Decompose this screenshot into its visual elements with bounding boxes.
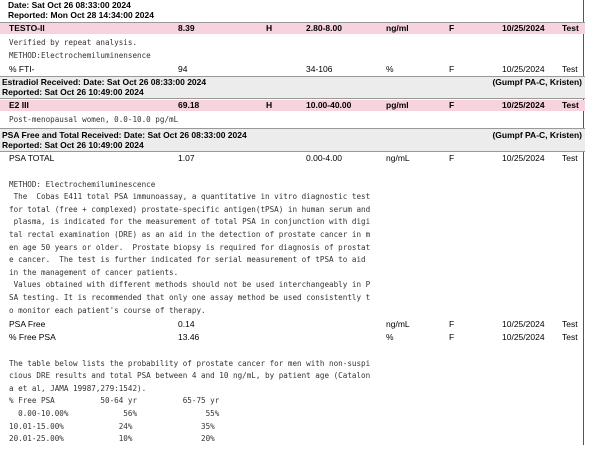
- test-value: 94: [178, 64, 188, 74]
- result-row-testo[interactable]: [0, 23, 585, 34]
- reference-range: 2.80-8.00: [306, 23, 342, 33]
- reported-date: Reported: Mon Oct 28 14:34:00 2024: [8, 10, 154, 20]
- result-status: F: [449, 100, 455, 110]
- result-type: Test: [562, 332, 578, 342]
- test-value: 1.07: [178, 153, 195, 163]
- test-name: % FTI-: [9, 64, 35, 74]
- result-note-block: [9, 166, 370, 330]
- note-line: a et al, JAMA 19987,279:1542).: [9, 383, 147, 393]
- collection-date: Date: Sat Oct 26 08:33:00 2024: [8, 0, 131, 10]
- result-note: Verified by repeat analysis.: [9, 38, 138, 47]
- result-row-fti[interactable]: [0, 64, 585, 75]
- result-row-free-psa-percent[interactable]: [0, 332, 585, 343]
- note-line: 20.01-25.00% 10% 20%: [9, 434, 215, 444]
- test-value: 0.14: [178, 319, 195, 329]
- result-status: F: [449, 153, 455, 163]
- note-line: in the management of cancer patients.: [9, 267, 179, 277]
- test-name: PSA TOTAL: [9, 153, 55, 163]
- note-line: plasma, is indicated for the measurement of total PSA in conjunction with digi: [9, 217, 371, 227]
- result-row-e2[interactable]: [0, 100, 585, 111]
- note-line: cious DRE results and total PSA between 4 and 10 ng/mL, by patient age (Catalon: [9, 371, 371, 381]
- note-line: The table below lists the probability of prostate cancer for men with non-suspi: [9, 358, 371, 368]
- test-unit: ng/mL: [386, 319, 410, 329]
- result-status: F: [449, 23, 455, 33]
- result-type: Test: [562, 153, 578, 163]
- result-type: Test: [562, 319, 578, 329]
- reference-range: 10.00-40.00: [306, 100, 352, 110]
- result-status: F: [449, 319, 455, 329]
- result-type: Test: [562, 100, 579, 110]
- result-type: Test: [562, 64, 578, 74]
- abnormal-flag: H: [266, 100, 273, 110]
- note-line: The Cobas E411 total PSA immunoassay, a quantitative in vitro diagnostic test: [9, 192, 371, 202]
- section-reported: Reported: Sat Oct 26 10:49:00 2024: [2, 140, 144, 150]
- note-line: 0.00-10.00% 56% 55%: [9, 408, 220, 418]
- test-value: 69.18: [178, 100, 200, 110]
- test-value: 8.39: [178, 23, 195, 33]
- section-reported: Reported: Sat Oct 26 10:49:00 2024: [2, 87, 144, 97]
- abnormal-flag: H: [266, 23, 273, 33]
- result-row-psa-total[interactable]: [0, 153, 585, 164]
- note-line: for total (free + complexed) prostate-specific antigen(tPSA) in human serum and: [9, 204, 371, 214]
- result-date: 10/25/2024: [502, 332, 545, 342]
- test-unit: pg/ml: [386, 100, 409, 110]
- result-status: F: [449, 64, 455, 74]
- reference-range: 34-106: [306, 64, 333, 74]
- result-date: 10/25/2024: [502, 319, 545, 329]
- provider-name: (Gumpf PA-C, Kristen): [492, 130, 582, 140]
- result-row-psa-free[interactable]: [0, 319, 585, 330]
- note-line: o monitor each patient's course of therapy.: [9, 305, 206, 315]
- note-line: tal rectal examination (DRE) as an aid in the detection of prostate cancer in m: [9, 229, 371, 239]
- section-received: PSA Free and Total Received: Date: Sat Oct 26 08:33:00 2024: [2, 130, 247, 140]
- result-date: 10/25/2024: [502, 64, 545, 74]
- test-unit: %: [386, 64, 394, 74]
- test-unit: %: [386, 332, 394, 342]
- note-line: Values obtained with different methods should not be used interchangeably in P: [9, 280, 371, 290]
- test-unit: ng/ml: [386, 23, 409, 33]
- note-line: en age 50 years or older. Prostate biopsy is required for diagnosis of prostat: [9, 242, 371, 252]
- result-note-block: [9, 345, 370, 458]
- divider: [0, 151, 585, 152]
- provider-name: (Gumpf PA-C, Kristen): [492, 77, 582, 87]
- result-date: 10/25/2024: [502, 23, 545, 33]
- section-received: Estradiol Received: Date: Sat Oct 26 08:33:00 2024: [2, 77, 207, 87]
- test-name: % Free PSA: [9, 332, 56, 342]
- result-date: 10/25/2024: [502, 153, 545, 163]
- test-name: PSA Free: [9, 319, 46, 329]
- test-unit: ng/mL: [386, 153, 410, 163]
- note-line: e cancer. The test is further indicated for serial measurement of tPSA to aid: [9, 255, 366, 265]
- reference-range: 0.00-4.00: [306, 153, 342, 163]
- test-value: 13.46: [178, 332, 200, 342]
- divider: [0, 128, 585, 129]
- note-line: 10.01-15.00% 24% 35%: [9, 421, 215, 431]
- test-name: TESTO-II: [9, 23, 45, 33]
- result-note: METHOD:Electrochemiluminensence: [9, 51, 151, 60]
- note-line: SA testing. It is recommended that only one assay method be used consistently t: [9, 292, 371, 302]
- test-name: E2 III: [9, 100, 29, 110]
- result-date: 10/25/2024: [502, 100, 545, 110]
- divider: [0, 98, 585, 99]
- result-status: F: [449, 332, 455, 342]
- result-note: Post-menopausal women, 0.0-10.0 pg/mL: [9, 115, 179, 124]
- note-line: METHOD: Electrochemiluminescence: [9, 179, 156, 189]
- result-type: Test: [562, 23, 579, 33]
- note-line: % Free PSA 50-64 yr 65-75 yr: [9, 396, 220, 406]
